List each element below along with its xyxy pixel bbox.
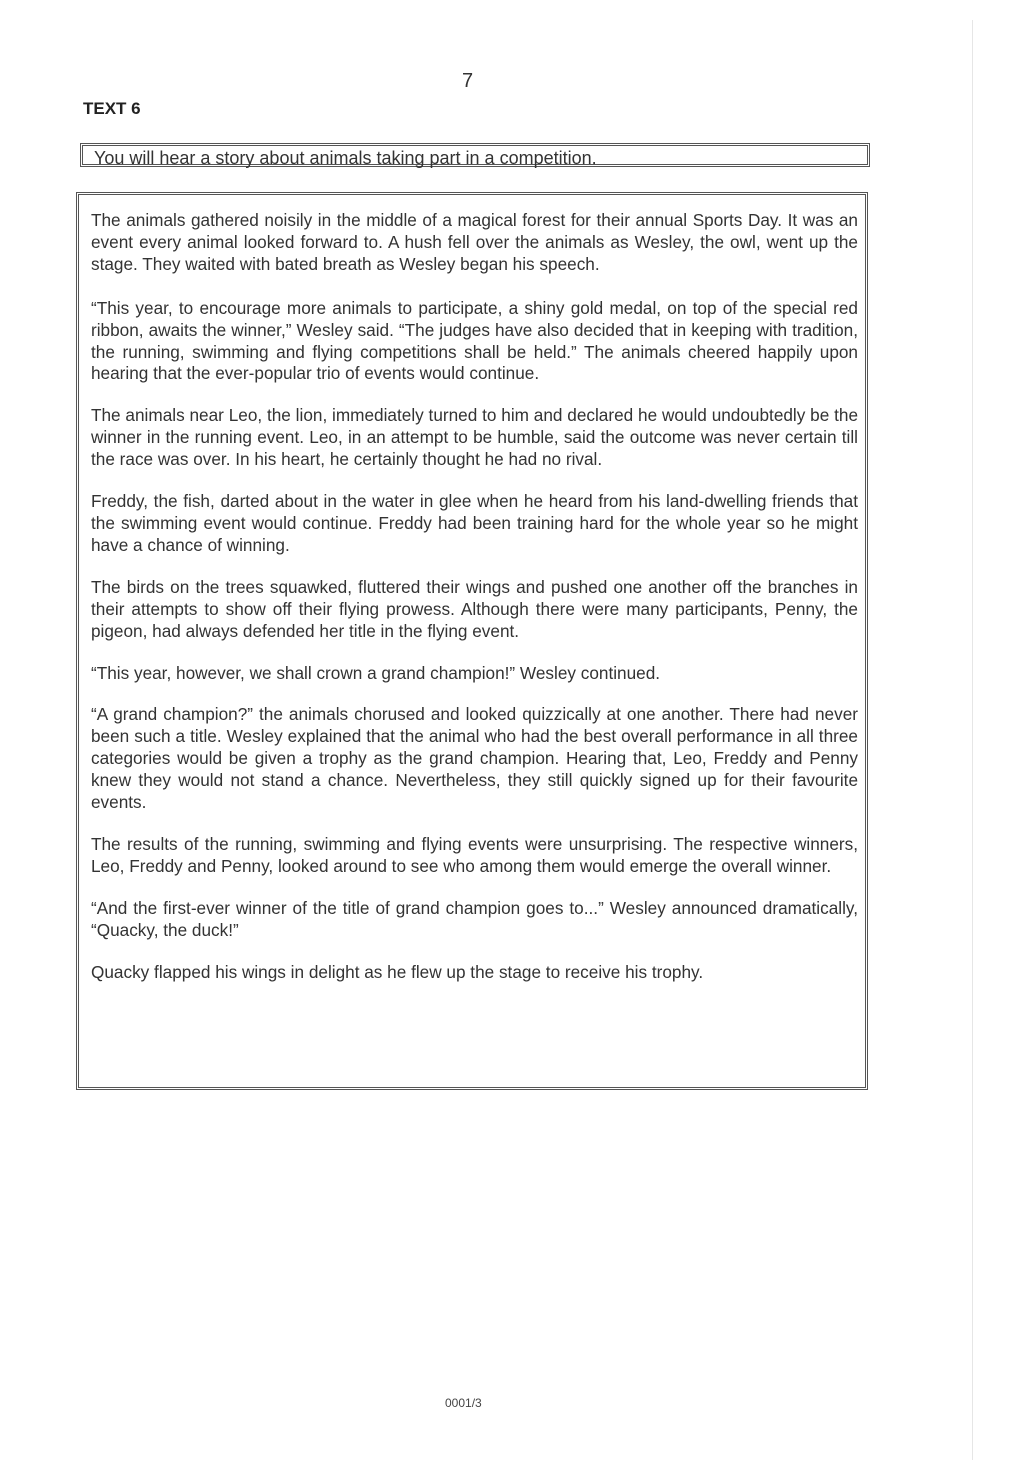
story-paragraph-7: “A grand champion?” the animals chorused and looked quizzically at one another. There had never been such a title. Wesley explained that the animal who had the best overall performance in all three categories would be given a trophy as the grand champion. Hearing that, Leo, Freddy and Penny knew they would not stand a chance. Nevertheless, they still quickly signed up for their favourite events. <box>91 704 858 813</box>
footer-code: 0001/3 <box>445 1396 482 1410</box>
page-number: 7 <box>462 70 474 92</box>
page-edge-line <box>972 20 973 1460</box>
text-heading: TEXT 6 <box>83 99 141 118</box>
story-paragraph-4: Freddy, the fish, darted about in the water in glee when he heard from his land-dwelling friends that the swimming event would continue. Freddy had been training hard for the whole year so he might have a chance of winning. <box>91 491 858 555</box>
story-body <box>91 210 858 1003</box>
story-paragraph-2: “This year, to encourage more animals to participate, a shiny gold medal, on top of the special red ribbon, awaits the winner,” Wesley said. “The judges have also decided that in keeping with tradition, the running, swimming and flying competitions shall be held.” The animals cheered happily upon hearing that the ever-popular trio of events would continue. <box>91 297 858 384</box>
story-paragraph-6: “This year, however, we shall crown a grand champion!” Wesley continued. <box>91 662 661 683</box>
story-paragraph-8: The results of the running, swimming and flying events were unsurprising. The respective winners, Leo, Freddy and Penny, looked around to see who among them would emerge the overall winner. <box>91 833 858 876</box>
story-paragraph-10: Quacky flapped his wings in delight as he flew up the stage to receive his trophy. <box>91 961 704 982</box>
instruction-box <box>80 143 870 167</box>
instruction-text: You will hear a story about animals taking part in a competition. <box>94 148 597 168</box>
story-paragraph-3: The animals near Leo, the lion, immediately turned to him and declared he would undoubtedly be the winner in the running event. Leo, in an attempt to be humble, said the outcome was never certain till the race was over. In his heart, he certainly thought he had no rival. <box>91 405 858 470</box>
story-paragraph-5: The birds on the trees squawked, fluttered their wings and pushed one another off the branches in their attempts to show off their flying prowess. Although there were many participants, Penny, the pigeon, had always defended her title in the flying event. <box>91 576 858 641</box>
story-paragraph-1: The animals gathered noisily in the middle of a magical forest for their annual Sports Day. It was an event every animal looked forward to. A hush fell over the animals as Wesley, the owl, went up the stage. They waited with bated breath as Wesley began his speech. <box>91 210 858 274</box>
story-paragraph-9: “And the first-ever winner of the title of grand champion goes to...” Wesley announced dramatically, “Quacky, the duck!” <box>91 897 858 940</box>
story-box <box>76 192 868 1090</box>
